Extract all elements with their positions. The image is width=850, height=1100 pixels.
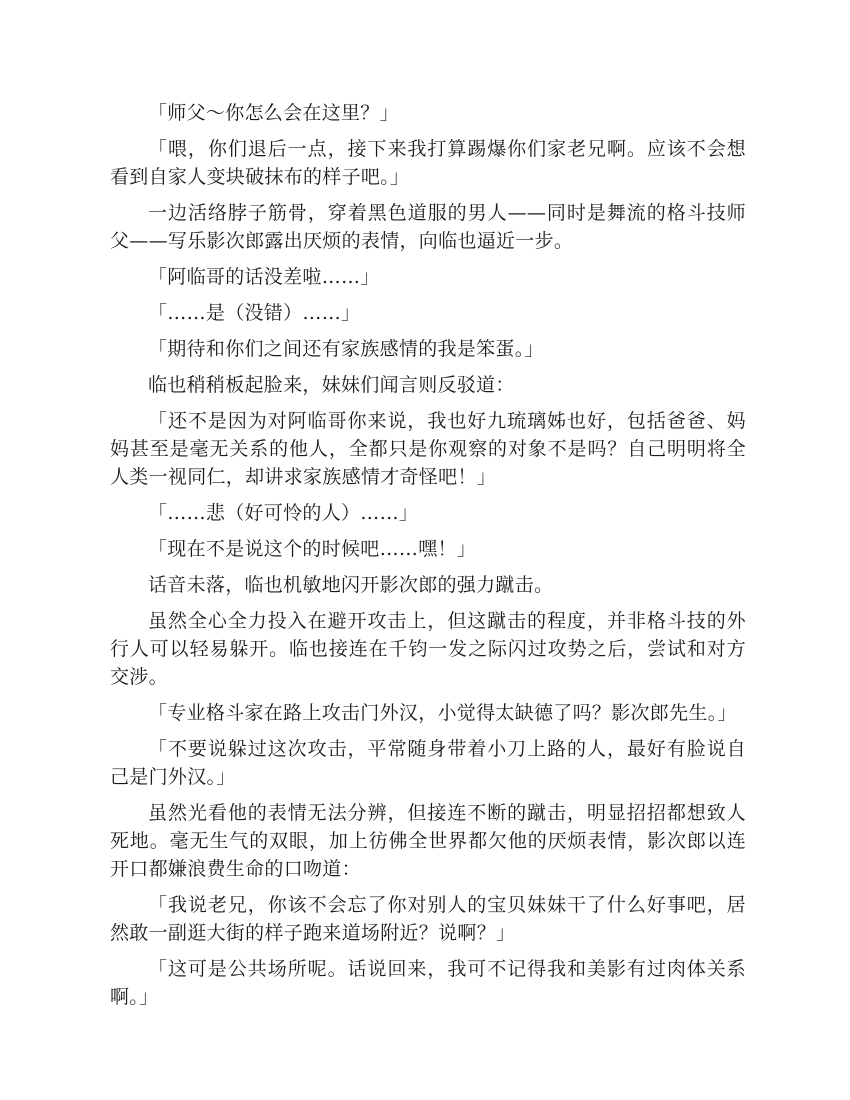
paragraph: 话音未落，临也机敏地闪开影次郎的强力蹴击。	[148, 574, 554, 596]
paragraph: 虽然光看他的表情无法分辨，但接连不断的蹴击，明显招招都想致人死地。毫无生气的双眼，加上彷佛全世界都欠他的厌烦表情，影次郎以连开口都嫌浪费生命的口吻道：	[110, 802, 746, 880]
paragraph: 「我说老兄，你该不会忘了你对别人的宝贝妹妹干了什么好事吧，居然敢一副逛大街的样子跑来道场附近？说啊？」	[110, 894, 746, 944]
paragraph: 「……悲（好可怜的人）……」	[148, 502, 419, 524]
paragraph: 一边活络脖子筋骨，穿着黑色道服的男人——同时是舞流的格斗技师父——写乐影次郎露出厌烦的表情，向临也逼近一步。	[110, 202, 746, 252]
paragraph: 临也稍稍板起脸来，妹妹们闻言则反驳道：	[148, 374, 515, 396]
paragraph: 「这可是公共场所呢。话说回来，我可不记得我和美影有过肉体关系啊。」	[110, 958, 746, 1008]
paragraph: 「……是（没错）……」	[148, 302, 361, 324]
paragraph: 「阿临哥的话没差啦……」	[148, 266, 380, 288]
paragraph: 「不要说躲过这次攻击，平常随身带着小刀上路的人，最好有脸说自己是门外汉。」	[110, 738, 746, 788]
paragraph: 「专业格斗家在路上攻击门外汉，小觉得太缺德了吗？影次郎先生。」	[148, 702, 737, 724]
paragraph: 「师父～你怎么会在这里？」	[148, 102, 399, 124]
paragraph: 「喂，你们退后一点，接下来我打算踢爆你们家老兄啊。应该不会想看到自家人变块破抹布的样子吧。」	[110, 138, 746, 188]
paragraph: 「还不是因为对阿临哥你来说，我也好九琉璃姊也好，包括爸爸、妈妈甚至是毫无关系的他人，全都只是你观察的对象不是吗？自己明明将全人类一视同仁，却讲求家族感情才奇怪吧！」	[110, 410, 746, 488]
paragraph: 虽然全心全力投入在避开攻击上，但这蹴击的程度，并非格斗技的外行人可以轻易躲开。临也接连在千钧一发之际闪过攻势之后，尝试和对方交涉。	[110, 610, 746, 688]
paragraph: 「现在不是说这个的时候吧……嘿！」	[148, 538, 477, 560]
paragraph: 「期待和你们之间还有家族感情的我是笨蛋。」	[148, 338, 544, 360]
novel-page	[110, 99, 746, 1019]
